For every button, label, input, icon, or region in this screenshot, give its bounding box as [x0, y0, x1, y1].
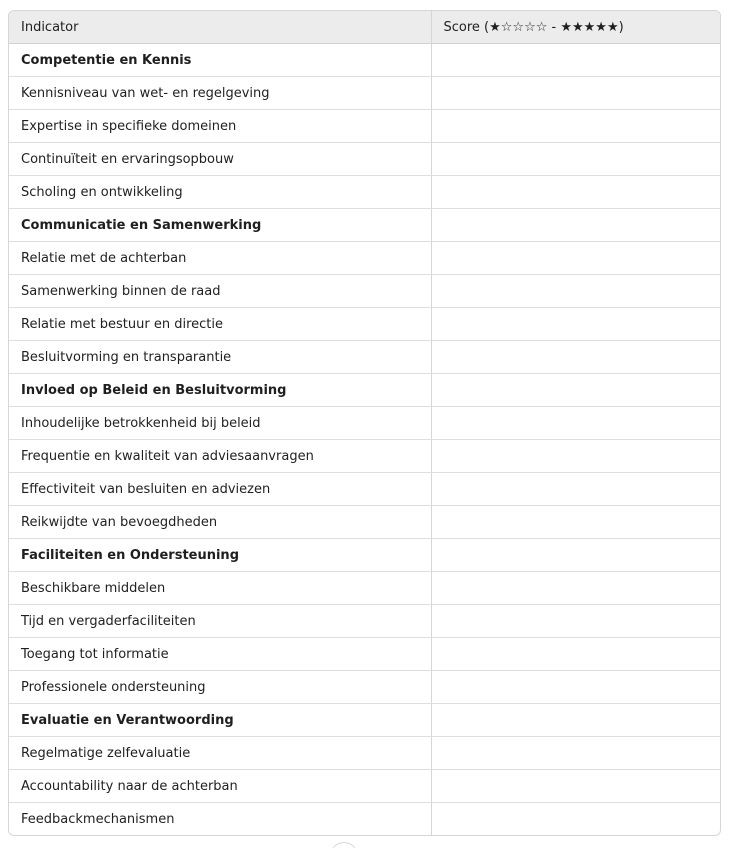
- score-cell[interactable]: [431, 704, 720, 737]
- score-cell[interactable]: [431, 803, 720, 836]
- indicator-label: Continuïteit en ervaringsopbouw: [9, 143, 431, 176]
- indicator-label: Relatie met bestuur en directie: [9, 308, 431, 341]
- section-heading: Evaluatie en Verantwoording: [9, 704, 431, 737]
- score-cell[interactable]: [431, 209, 720, 242]
- table-row: [9, 176, 720, 209]
- section-heading: Faciliteiten en Ondersteuning: [9, 539, 431, 572]
- table-row: [9, 737, 720, 770]
- score-cell[interactable]: [431, 671, 720, 704]
- indicator-label: Accountability naar de achterban: [9, 770, 431, 803]
- table-row: [9, 275, 720, 308]
- table-row: [9, 242, 720, 275]
- section-row: [9, 44, 720, 77]
- column-header-indicator: Indicator: [9, 11, 431, 44]
- table-row: [9, 77, 720, 110]
- score-cell[interactable]: [431, 341, 720, 374]
- indicator-label: Inhoudelijke betrokkenheid bij beleid: [9, 407, 431, 440]
- table-row: [9, 506, 720, 539]
- score-cell[interactable]: [431, 143, 720, 176]
- indicator-label: Reikwijdte van bevoegdheden: [9, 506, 431, 539]
- score-cell[interactable]: [431, 176, 720, 209]
- indicator-label: Expertise in specifieke domeinen: [9, 110, 431, 143]
- score-cell[interactable]: [431, 473, 720, 506]
- table-row: [9, 110, 720, 143]
- table-body: [9, 44, 720, 836]
- score-cell[interactable]: [431, 77, 720, 110]
- indicator-label: Kennisniveau van wet- en regelgeving: [9, 77, 431, 110]
- indicator-label: Besluitvorming en transparantie: [9, 341, 431, 374]
- section-row: [9, 704, 720, 737]
- table-row: [9, 803, 720, 836]
- table-row: [9, 473, 720, 506]
- header-row: [9, 11, 720, 44]
- score-cell[interactable]: [431, 44, 720, 77]
- indicator-label: Toegang tot informatie: [9, 638, 431, 671]
- indicator-score-table: [9, 11, 720, 835]
- score-cell[interactable]: [431, 407, 720, 440]
- indicator-label: Feedbackmechanismen: [21, 811, 175, 827]
- score-cell[interactable]: [431, 506, 720, 539]
- table-row: [9, 572, 720, 605]
- table-row: [9, 407, 720, 440]
- table-row: [9, 143, 720, 176]
- indicator-label: Frequentie en kwaliteit van adviesaanvragen: [9, 440, 431, 473]
- section-row: [9, 539, 720, 572]
- table-row: [9, 638, 720, 671]
- score-cell[interactable]: [431, 308, 720, 341]
- table-row: [9, 308, 720, 341]
- indicator-label: Scholing en ontwikkeling: [9, 176, 431, 209]
- indicator-table: [8, 10, 721, 836]
- indicator-label: Tijd en vergaderfaciliteiten: [9, 605, 431, 638]
- score-cell[interactable]: [431, 572, 720, 605]
- scroll-down-button[interactable]: [330, 842, 358, 848]
- indicator-label: Beschikbare middelen: [9, 572, 431, 605]
- score-cell[interactable]: [431, 539, 720, 572]
- indicator-label: Samenwerking binnen de raad: [9, 275, 431, 308]
- table-row: [9, 770, 720, 803]
- section-row: [9, 374, 720, 407]
- score-cell[interactable]: [431, 440, 720, 473]
- score-cell[interactable]: [431, 242, 720, 275]
- table-row: [9, 341, 720, 374]
- indicator-label: Relatie met de achterban: [9, 242, 431, 275]
- table-row: [9, 605, 720, 638]
- score-cell[interactable]: [431, 605, 720, 638]
- score-cell[interactable]: [431, 737, 720, 770]
- indicator-label: Regelmatige zelfevaluatie: [9, 737, 431, 770]
- score-cell[interactable]: [431, 638, 720, 671]
- score-cell[interactable]: [431, 770, 720, 803]
- section-row: [9, 209, 720, 242]
- table-row: [9, 440, 720, 473]
- table-header: [9, 11, 720, 44]
- score-cell[interactable]: [431, 374, 720, 407]
- column-header-score: Score (★☆☆☆☆ - ★★★★★): [431, 11, 720, 44]
- section-heading: Competentie en Kennis: [9, 44, 431, 77]
- table-row: [9, 671, 720, 704]
- score-cell[interactable]: [431, 110, 720, 143]
- section-heading: Invloed op Beleid en Besluitvorming: [9, 374, 431, 407]
- score-cell[interactable]: [431, 275, 720, 308]
- indicator-label: Effectiviteit van besluiten en adviezen: [9, 473, 431, 506]
- section-heading: Communicatie en Samenwerking: [9, 209, 431, 242]
- indicator-label: Professionele ondersteuning: [9, 671, 431, 704]
